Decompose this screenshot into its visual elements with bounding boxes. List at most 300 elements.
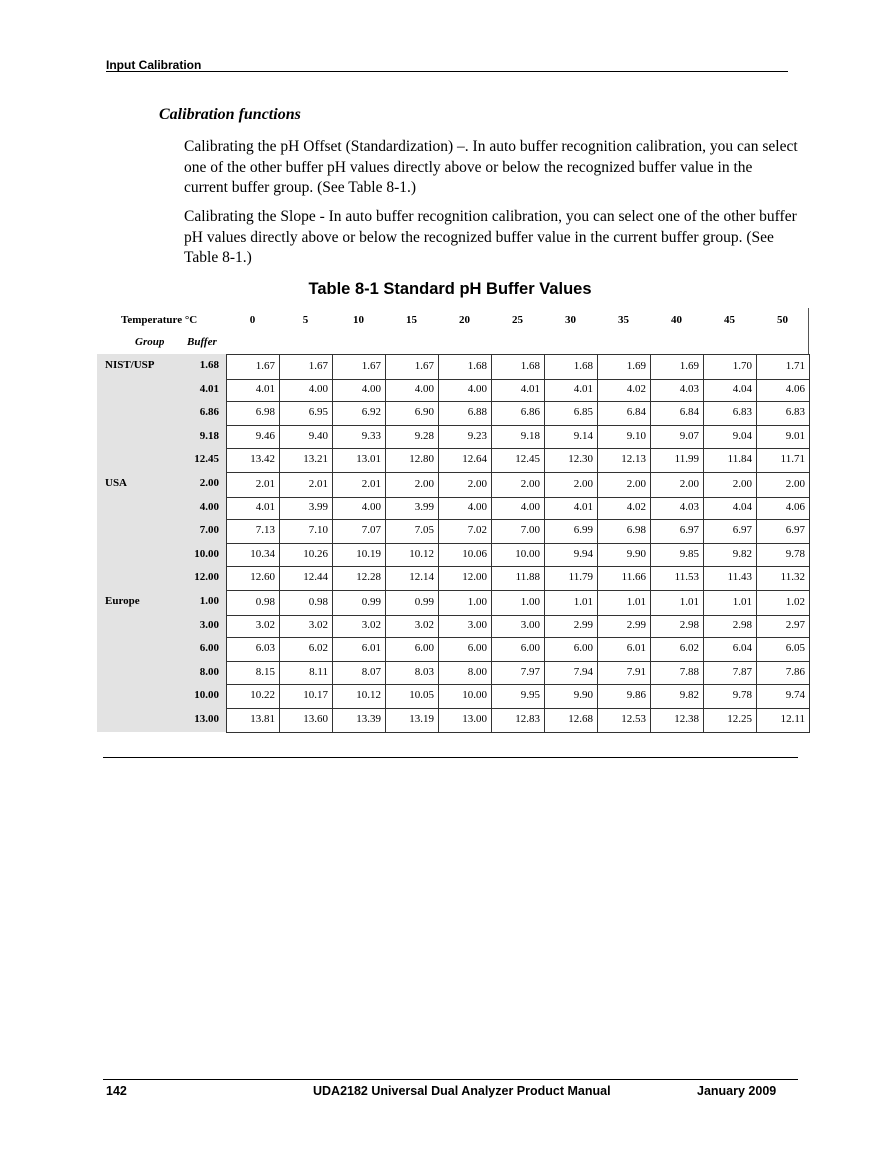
cell-value: 2.98: [679, 618, 699, 631]
cell-value: 12.38: [674, 712, 699, 725]
cell-value: 6.98: [626, 524, 646, 537]
table-row: [97, 378, 809, 402]
temperature-col-header: 45: [724, 314, 735, 326]
table-cell: [597, 614, 650, 639]
table-title: Table 8-1 Standard pH Buffer Values: [308, 280, 592, 298]
table-cell: [756, 661, 810, 686]
cell-value: 2.00: [467, 477, 487, 490]
table-cell: [332, 378, 385, 403]
table-cell: [332, 472, 385, 498]
table-row: [97, 519, 809, 543]
table-cell: [491, 661, 544, 686]
table-cell: [226, 496, 279, 521]
table-cell: [332, 566, 385, 591]
table-cell: [650, 448, 703, 473]
table-cell: [544, 637, 597, 662]
cell-value: 6.83: [785, 406, 805, 419]
table-cell: [544, 590, 597, 616]
cell-value: 3.00: [467, 618, 487, 631]
cell-value: 1.67: [361, 360, 381, 372]
buffer-value: 12.00: [194, 571, 219, 584]
table-cell: [279, 472, 332, 498]
cell-value: 9.46: [255, 429, 275, 442]
cell-value: 6.92: [361, 406, 381, 419]
table-cell: [438, 661, 491, 686]
table-cell: [279, 401, 332, 426]
cell-value: 10.12: [356, 689, 381, 702]
temperature-col-header: 15: [406, 314, 417, 326]
buffer-value: 4.01: [199, 382, 219, 395]
cell-value: 8.00: [467, 665, 487, 678]
table-cell: [226, 637, 279, 662]
table-cell: [650, 496, 703, 521]
cell-value: 2.00: [520, 477, 540, 490]
cell-value: 3.02: [361, 618, 381, 631]
table-cell: [385, 354, 438, 380]
cell-value: 12.00: [462, 571, 487, 584]
buffer-group: [97, 472, 809, 590]
group-label: Group: [135, 336, 165, 348]
cell-value: 7.07: [361, 524, 381, 537]
table-cell: [756, 496, 810, 521]
cell-value: 2.01: [361, 477, 381, 490]
table-cell: [756, 637, 810, 662]
table-cell: [650, 566, 703, 591]
table-cell: [491, 519, 544, 544]
table-cell: [756, 354, 810, 380]
cell-value: 2.97: [785, 618, 805, 631]
paragraph-offset: Calibrating the pH Offset (Standardization) –. In auto buffer recognition calibration, you can select one of the other buffer pH values directly above or below the recognized buffer value in the current buffer group. (See Table 8-1.): [184, 138, 798, 196]
cell-value: 9.94: [573, 547, 593, 560]
table-cell: [703, 496, 756, 521]
table-cell: [544, 472, 597, 498]
buffer-value: 7.00: [199, 524, 219, 537]
group-name: Europe: [105, 594, 140, 607]
buffer-value: 3.00: [199, 618, 219, 631]
table-cell: [544, 614, 597, 639]
table-cell: [703, 519, 756, 544]
table-cell: [385, 708, 438, 733]
cell-value: 6.84: [626, 406, 646, 419]
cell-value: 6.85: [573, 406, 593, 419]
table-cell: [756, 708, 810, 733]
cell-value: 10.00: [462, 689, 487, 702]
table-cell: [385, 519, 438, 544]
table-cell: [385, 543, 438, 568]
table-cell: [756, 614, 810, 639]
table-cell: [226, 378, 279, 403]
cell-value: 6.99: [573, 524, 593, 537]
temperature-col-header: 50: [777, 314, 788, 326]
cell-value: 2.99: [626, 618, 646, 631]
cell-value: 10.05: [409, 689, 434, 702]
cell-value: 11.32: [780, 571, 805, 584]
table-cell: [544, 543, 597, 568]
temperature-col-header: 40: [671, 314, 682, 326]
cell-value: 4.00: [520, 500, 540, 513]
cell-value: 1.68: [520, 360, 540, 372]
cell-value: 4.01: [255, 382, 275, 395]
table-cell: [226, 519, 279, 544]
table-cell: [491, 708, 544, 733]
group-name: NIST/USP: [105, 359, 155, 371]
cell-value: 6.97: [732, 524, 752, 537]
table-cell: [491, 614, 544, 639]
cell-value: 6.00: [520, 642, 540, 655]
cell-value: 12.64: [462, 453, 487, 466]
header-rule: [106, 71, 788, 72]
cell-value: 12.13: [621, 453, 646, 466]
buffer-value: 12.45: [194, 453, 219, 466]
cell-value: 2.00: [732, 477, 752, 490]
table-cell: [332, 519, 385, 544]
manual-title: UDA2182 Universal Dual Analyzer Product Manual: [313, 1084, 611, 1098]
table-cell: [756, 566, 810, 591]
cell-value: 2.00: [414, 477, 434, 490]
table-cell: [703, 425, 756, 450]
table-cell: [756, 378, 810, 403]
table-cell: [703, 614, 756, 639]
table-cell: [438, 614, 491, 639]
table-cell: [597, 378, 650, 403]
cell-value: 4.00: [361, 500, 381, 513]
table-cell: [332, 496, 385, 521]
cell-value: 12.30: [568, 453, 593, 466]
table-row: [97, 354, 809, 378]
cell-value: 11.99: [674, 453, 699, 466]
cell-value: 12.14: [409, 571, 434, 584]
table-row: [97, 637, 809, 661]
temperature-col-header: 25: [512, 314, 523, 326]
page-number: 142: [106, 1084, 127, 1098]
cell-value: 9.28: [414, 429, 434, 442]
table-cell: [385, 637, 438, 662]
table-cell: [279, 425, 332, 450]
cell-value: 11.88: [515, 571, 540, 584]
table-cell: [756, 543, 810, 568]
cell-value: 6.98: [255, 406, 275, 419]
buffer-group: [97, 354, 809, 472]
table-cell: [491, 425, 544, 450]
table-cell: [756, 472, 810, 498]
cell-value: 6.02: [679, 642, 699, 655]
table-cell: [226, 684, 279, 709]
cell-value: 3.99: [308, 500, 328, 513]
table-row: [97, 401, 809, 425]
cell-value: 9.04: [732, 429, 752, 442]
cell-value: 1.00: [520, 595, 540, 608]
cell-value: 7.00: [520, 524, 540, 537]
cell-value: 9.74: [785, 689, 805, 702]
temperature-col-header: 35: [618, 314, 629, 326]
buffer-value: 1.68: [199, 359, 219, 371]
cell-value: 9.78: [785, 547, 805, 560]
table-cell: [226, 354, 279, 380]
table-cell: [385, 614, 438, 639]
cell-value: 12.80: [409, 453, 434, 466]
cell-value: 4.02: [626, 500, 646, 513]
table-cell: [544, 708, 597, 733]
cell-value: 3.02: [308, 618, 328, 631]
table-cell: [279, 661, 332, 686]
table-cell: [226, 472, 279, 498]
table-cell: [491, 378, 544, 403]
cell-value: 12.53: [621, 712, 646, 725]
cell-value: 9.18: [520, 429, 540, 442]
cell-value: 1.01: [679, 595, 699, 608]
cell-value: 9.95: [520, 689, 540, 702]
buffer-group: [97, 590, 809, 732]
cell-value: 11.84: [727, 453, 752, 466]
cell-value: 9.82: [679, 689, 699, 702]
buffer-value: 4.00: [199, 500, 219, 513]
cell-value: 1.67: [414, 360, 434, 372]
table-cell: [226, 448, 279, 473]
cell-value: 10.22: [250, 689, 275, 702]
cell-value: 7.10: [308, 524, 328, 537]
table-cell: [279, 543, 332, 568]
table-cell: [385, 496, 438, 521]
cell-value: 11.43: [727, 571, 752, 584]
cell-value: 0.98: [308, 595, 328, 608]
table-cell: [703, 543, 756, 568]
paragraph-slope: Calibrating the Slope - In auto buffer recognition calibration, you can select one of the other buffer pH values directly above or below the recognized buffer value in the current buffer group. (See Table 8-1.): [184, 208, 797, 266]
table-cell: [544, 566, 597, 591]
table-cell: [385, 472, 438, 498]
cell-value: 4.01: [573, 500, 593, 513]
cell-value: 7.87: [732, 665, 752, 678]
cell-value: 1.00: [467, 595, 487, 608]
cell-value: 9.01: [785, 429, 805, 442]
buffer-value: 2.00: [199, 476, 219, 489]
table-row: [97, 614, 809, 638]
cell-value: 8.11: [309, 665, 328, 678]
temperature-col-header: 20: [459, 314, 470, 326]
table-cell: [332, 684, 385, 709]
cell-value: 1.02: [785, 595, 805, 608]
buffer-value: 6.00: [199, 642, 219, 655]
cell-value: 1.69: [679, 360, 699, 372]
cell-value: 2.01: [308, 477, 328, 490]
cell-value: 13.01: [356, 453, 381, 466]
cell-value: 4.02: [626, 382, 646, 395]
cell-value: 1.70: [732, 360, 752, 372]
table-cell: [544, 401, 597, 426]
table-cell: [650, 401, 703, 426]
cell-value: 1.71: [785, 360, 805, 372]
cell-value: 6.97: [785, 524, 805, 537]
table-row: [97, 425, 809, 449]
table-cell: [650, 472, 703, 498]
cell-value: 2.01: [255, 477, 275, 490]
cell-value: 6.86: [520, 406, 540, 419]
temperature-col-header: 10: [353, 314, 364, 326]
table-cell: [279, 448, 332, 473]
table-cell: [385, 448, 438, 473]
table-cell: [544, 448, 597, 473]
cell-value: 11.71: [780, 453, 805, 466]
table-cell: [332, 401, 385, 426]
cell-value: 12.28: [356, 571, 381, 584]
table-cell: [438, 519, 491, 544]
table-cell: [597, 496, 650, 521]
cell-value: 11.66: [621, 571, 646, 584]
cell-value: 3.02: [414, 618, 434, 631]
table-cell: [650, 661, 703, 686]
cell-value: 9.14: [573, 429, 593, 442]
table-row: [97, 543, 809, 567]
cell-value: 6.88: [467, 406, 487, 419]
table-cell: [703, 472, 756, 498]
table-row: [97, 448, 809, 472]
cell-value: 13.39: [356, 712, 381, 725]
cell-value: 6.95: [308, 406, 328, 419]
cell-value: 10.12: [409, 547, 434, 560]
table-cell: [544, 496, 597, 521]
table-row: [97, 566, 809, 590]
table-cell: [279, 519, 332, 544]
table-row: [97, 472, 809, 496]
cell-value: 12.60: [250, 571, 275, 584]
table-cell: [544, 519, 597, 544]
cell-value: 13.42: [250, 453, 275, 466]
cell-value: 12.68: [568, 712, 593, 725]
cell-value: 1.01: [626, 595, 646, 608]
cell-value: 6.00: [414, 642, 434, 655]
cell-value: 6.00: [467, 642, 487, 655]
cell-value: 10.17: [303, 689, 328, 702]
cell-value: 1.01: [732, 595, 752, 608]
table-cell: [226, 543, 279, 568]
table-cell: [226, 401, 279, 426]
table-cell: [279, 637, 332, 662]
cell-value: 6.02: [308, 642, 328, 655]
cell-value: 7.13: [255, 524, 275, 537]
table-cell: [438, 590, 491, 616]
table-cell: [279, 684, 332, 709]
table-cell: [703, 708, 756, 733]
table-cell: [756, 425, 810, 450]
temperature-header-row: [97, 308, 809, 332]
table-cell: [650, 519, 703, 544]
cell-value: 13.81: [250, 712, 275, 725]
table-cell: [438, 448, 491, 473]
table-cell: [491, 354, 544, 380]
cell-value: 3.99: [414, 500, 434, 513]
cell-value: 4.01: [573, 382, 593, 395]
table-cell: [332, 543, 385, 568]
cell-value: 12.45: [515, 453, 540, 466]
buffer-value: 6.86: [199, 406, 219, 419]
cell-value: 9.10: [626, 429, 646, 442]
table-cell: [597, 354, 650, 380]
cell-value: 1.67: [308, 360, 328, 372]
cell-value: 9.85: [679, 547, 699, 560]
cell-value: 4.06: [785, 382, 805, 395]
table-cell: [703, 637, 756, 662]
table-cell: [597, 708, 650, 733]
temperature-col-header: 0: [249, 314, 256, 326]
table-cell: [226, 425, 279, 450]
table-cell: [650, 614, 703, 639]
cell-value: 7.94: [573, 665, 593, 678]
cell-value: 1.67: [255, 360, 275, 372]
buffer-value: 8.00: [199, 665, 219, 678]
cell-value: 8.07: [361, 665, 381, 678]
table-row: [97, 684, 809, 708]
cell-value: 4.00: [467, 382, 487, 395]
table-cell: [703, 401, 756, 426]
cell-value: 6.01: [361, 642, 381, 655]
table-cell: [438, 472, 491, 498]
cell-value: 6.01: [626, 642, 646, 655]
cell-value: 4.06: [785, 500, 805, 513]
table-cell: [332, 590, 385, 616]
table-cell: [756, 519, 810, 544]
table-cell: [703, 684, 756, 709]
table-cell: [703, 661, 756, 686]
cell-value: 10.06: [462, 547, 487, 560]
table-cell: [332, 708, 385, 733]
cell-value: 2.00: [785, 477, 805, 490]
table-cell: [491, 496, 544, 521]
cell-value: 9.90: [573, 689, 593, 702]
table-cell: [544, 425, 597, 450]
table-cell: [491, 590, 544, 616]
table-cell: [650, 708, 703, 733]
cell-value: 11.53: [674, 571, 699, 584]
table-cell: [491, 472, 544, 498]
table-cell: [491, 401, 544, 426]
table-cell: [279, 708, 332, 733]
cell-value: 2.98: [732, 618, 752, 631]
table-cell: [491, 637, 544, 662]
cell-value: 3.00: [520, 618, 540, 631]
cell-value: 12.44: [303, 571, 328, 584]
cell-value: 9.82: [732, 547, 752, 560]
table-cell: [385, 401, 438, 426]
table-cell: [438, 708, 491, 733]
cell-value: 4.00: [414, 382, 434, 395]
table-cell: [597, 519, 650, 544]
table-cell: [650, 543, 703, 568]
temperature-col-header: 5: [302, 314, 309, 326]
table-cell: [332, 661, 385, 686]
cell-value: 0.99: [414, 595, 434, 608]
table-cell: [332, 448, 385, 473]
table-cell: [703, 378, 756, 403]
table-cell: [226, 661, 279, 686]
cell-value: 7.02: [467, 524, 487, 537]
table-row: [97, 661, 809, 685]
temperature-col-header: 30: [565, 314, 576, 326]
cell-value: 1.68: [467, 360, 487, 372]
table-cell: [597, 566, 650, 591]
table-cell: [597, 425, 650, 450]
cell-value: 4.00: [308, 382, 328, 395]
cell-value: 6.83: [732, 406, 752, 419]
table-cell: [385, 378, 438, 403]
cell-value: 10.19: [356, 547, 381, 560]
cell-value: 6.00: [573, 642, 593, 655]
cell-value: 4.04: [732, 382, 752, 395]
cell-value: 9.23: [467, 429, 487, 442]
table-cell: [438, 496, 491, 521]
table-cell: [544, 378, 597, 403]
table-cell: [279, 614, 332, 639]
content-end-rule: [103, 757, 798, 758]
running-header: Input Calibration: [106, 58, 202, 72]
